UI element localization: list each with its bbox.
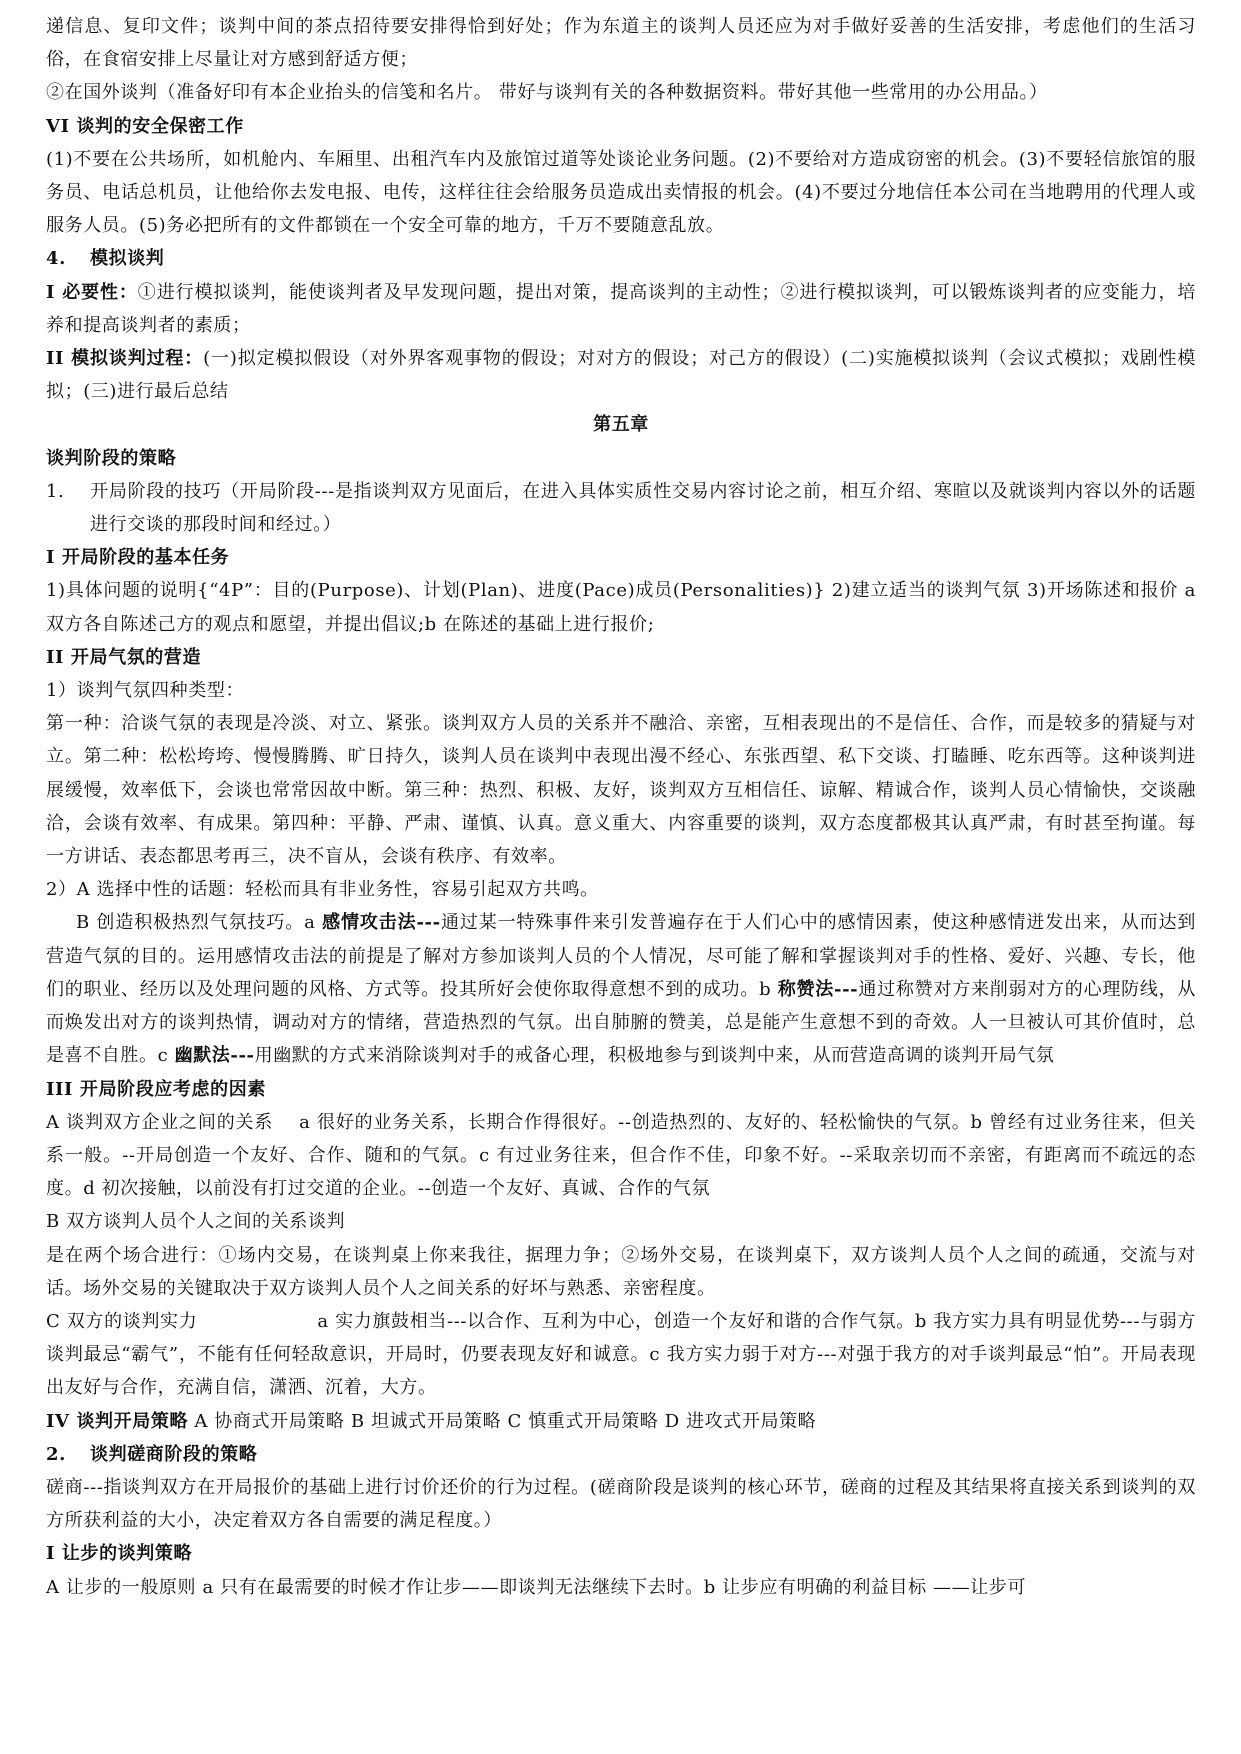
paragraph-body: A 协商式开局策略 B 坦诚式开局策略 C 慎重式开局策略 D 进攻式开局策略 bbox=[188, 1410, 817, 1432]
paragraph bbox=[46, 1106, 1196, 1206]
paragraph: ②在国外谈判（准备好印有本企业抬头的信笺和名片。 带好与谈判有关的各种数据资料。带好其他一些常用的办公用品。） bbox=[46, 82, 1048, 104]
paragraph-text: B 创造积极热烈气氛技巧。a bbox=[76, 912, 323, 934]
term-emotion: 感情攻击法--- bbox=[322, 912, 441, 934]
paragraph: 1）谈判气氛四种类型： bbox=[46, 680, 245, 702]
paragraph-lead: II 模拟谈判过程： bbox=[46, 348, 204, 370]
paragraph: A 让步的一般原则 a 只有在最需要的时候才作让步——即谈判无法继续下去时。b 让步应有明确的利益目标 ——让步可 bbox=[46, 1576, 1027, 1598]
section-heading bbox=[46, 242, 1196, 275]
paragraph bbox=[46, 906, 1196, 1072]
paragraph-text: 通过称赞对方来削弱对方的心理防线，从而焕发出对方的谈判热情，调动对方的情绪，营造热烈的气氛。出自肺腑的赞美，总是能产生意想不到的奇效。人一旦被认可其价值时，总是喜不自胜。c bbox=[46, 978, 1196, 1067]
paragraph-body: a 很好的业务关系，长期合作得很好。--创造热烈的、友好的、轻松愉快的气氛。b 曾经有过业务往来，但关系一般。--开局创造一个友好、合作、随和的气氛。c 有过业务往来，但合作不佳，印象不好。--采取亲切而不亲密，有距离而不疏远的态度。d 初次接触，以前没有打过交道的企业。--创造一个友好、真诚、合作的气氛 bbox=[46, 1111, 1196, 1200]
paragraph-text: 用幽默的方式来消除谈判对手的戒备心理，积极地参与到谈判中来，从而营造高调的谈判开局气氛 bbox=[254, 1045, 1055, 1067]
section-heading: III 开局阶段应考虑的因素 bbox=[46, 1078, 266, 1100]
term-praise: 称赞法--- bbox=[777, 978, 859, 1000]
paragraph: 磋商---指谈判双方在开局报价的基础上进行讨价还价的行为过程。(磋商阶段是谈判的核心环节，磋商的过程及其结果将直接关系到谈判的双方所获利益的大小，决定着双方各自需要的满足程度。） bbox=[46, 1476, 1196, 1532]
heading-number: 2. bbox=[46, 1443, 66, 1465]
paragraph bbox=[46, 1305, 1196, 1405]
item-number: 1. bbox=[46, 480, 65, 502]
paragraph-lead: IV 谈判开局策略 bbox=[46, 1410, 189, 1432]
paragraph: 第一种：洽谈气氛的表现是冷淡、对立、紧张。谈判双方人员的关系并不融洽、亲密，互相表现出的不是信任、合作，而是较多的猜疑与对立。第二种：松松垮垮、慢慢腾腾、旷日持久，谈判人员在谈判中表现出漫不经心、东张西望、私下交谈、打瞌睡、吃东西等。这种谈判进展缓慢，效率低下，会谈也常常因故中断。第三种：热烈、积极、友好，谈判双方互相信任、谅解、精诚合作，谈判人员心情愉快，交谈融洽，会谈有效率、有成果。第四种：平静、严肃、谨慎、认真。意义重大、内容重要的谈判，双方态度都极其认真严肃，有时甚至拘谨。每一方讲话、表态都思考再三，决不盲从，会谈有秩序、有效率。 bbox=[46, 713, 1196, 868]
paragraph: 递信息、复印文件；谈判中间的茶点招待要安排得恰到好处；作为东道主的谈判人员还应为对手做好妥善的生活安排，考虑他们的生活习俗，在食宿安排上尽量让对方感到舒适方便； bbox=[46, 16, 1196, 71]
document-page bbox=[46, 10, 1196, 1604]
paragraph bbox=[46, 276, 1196, 342]
section-heading: I 让步的谈判策略 bbox=[46, 1543, 193, 1565]
paragraph: (1)不要在公共场所，如机舱内、车厢里、出租汽车内及旅馆过道等处谈论业务问题。(2)不要给对方造成窃密的机会。(3)不要轻信旅馆的服务员、电话总机员，让他给你去发电报、电传，这样往往会给服务员造成出卖情报的机会。(4)不要过分地信任本公司在当地聘用的代理人或服务人员。(5)务必把所有的文件都锁在一个安全可靠的地方，千万不要随意乱放。 bbox=[46, 148, 1196, 237]
section-heading: I 开局阶段的基本任务 bbox=[46, 547, 230, 569]
paragraph-body: ①进行模拟谈判，能使谈判者及早发现问题，提出对策，提高谈判的主动性；②进行模拟谈判，可以锻炼谈判者的应变能力，培养和提高谈判者的素质； bbox=[46, 281, 1196, 336]
paragraph-lead: I 必要性： bbox=[46, 281, 138, 303]
paragraph bbox=[46, 342, 1196, 408]
paragraph-text: 通过某一特殊事件来引发普遍存在于人们心中的感情因素，使这种感情迸发出来，从而达到营造气氛的目的。运用感情攻击法的前提是了解对方参加谈判人员的个人情况，尽可能了解和掌握谈判对手的性格、爱好、兴趣、专长，他们的职业、经历以及处理问题的风格、方式等。投其所好会使你取得意想不到的成功。b bbox=[46, 912, 1196, 1000]
heading-text: 模拟谈判 bbox=[90, 248, 165, 270]
heading-text: 谈判磋商阶段的策略 bbox=[90, 1443, 258, 1465]
paragraph: 2）A 选择中性的话题：轻松而具有非业务性，容易引起双方共鸣。 bbox=[46, 879, 599, 901]
section-heading: 谈判阶段的策略 bbox=[46, 447, 177, 469]
numbered-item bbox=[46, 475, 1196, 541]
paragraph: B 双方谈判人员个人之间的关系谈判 bbox=[46, 1211, 346, 1233]
paragraph: 1)具体问题的说明{“4P”：目的(Purpose)、计划(Plan)、进度(Pace)成员(Personalities)} 2)建立适当的谈判气氛 3)开场陈述和报价 a 双方各自陈述己方的观点和愿望，并提出倡议;b 在陈述的基础上进行报价; bbox=[46, 580, 1196, 635]
section-heading bbox=[46, 1438, 1196, 1471]
paragraph-body: a 实力旗鼓相当---以合作、互利为中心，创造一个友好和谐的合作气氛。b 我方实力具有明显优势---与弱方谈判最忌“霸气”，不能有任何轻敌意识，开局时，仍要表现友好和诚意。c 我方实力弱于对方---对强于我方的对手谈判最忌“怕”。开局表现出友好与合作，充满自信，潇洒、沉着，大方。 bbox=[46, 1310, 1196, 1399]
chapter-title: 第五章 bbox=[593, 414, 649, 436]
paragraph-body: (一)拟定模拟假设（对外界客观事物的假设；对对方的假设；对己方的假设）(二)实施模拟谈判（会议式模拟；戏剧性模拟；(三)进行最后总结 bbox=[46, 348, 1196, 403]
term-humor: 幽默法--- bbox=[174, 1045, 255, 1067]
section-heading: VI 谈判的安全保密工作 bbox=[46, 115, 244, 137]
paragraph-lead: C 双方的谈判实力 bbox=[46, 1310, 198, 1332]
paragraph: 是在两个场合进行：①场内交易，在谈判桌上你来我往，据理力争；②场外交易，在谈判桌下，双方谈判人员个人之间的疏通，交流与对话。场外交易的关键取决于双方谈判人员个人之间关系的好坏与熟悉、亲密程度。 bbox=[46, 1244, 1196, 1299]
paragraph bbox=[46, 1405, 1196, 1438]
item-text: 开局阶段的技巧（开局阶段---是指谈判双方见面后，在进入具体实质性交易内容讨论之前，相互介绍、寒暄以及就谈判内容以外的话题进行交谈的那段时间和经过。） bbox=[90, 480, 1196, 536]
section-heading: II 开局气氛的营造 bbox=[46, 646, 202, 668]
paragraph-lead: A 谈判双方企业之间的关系 bbox=[46, 1111, 274, 1133]
heading-number: 4. bbox=[46, 248, 66, 270]
